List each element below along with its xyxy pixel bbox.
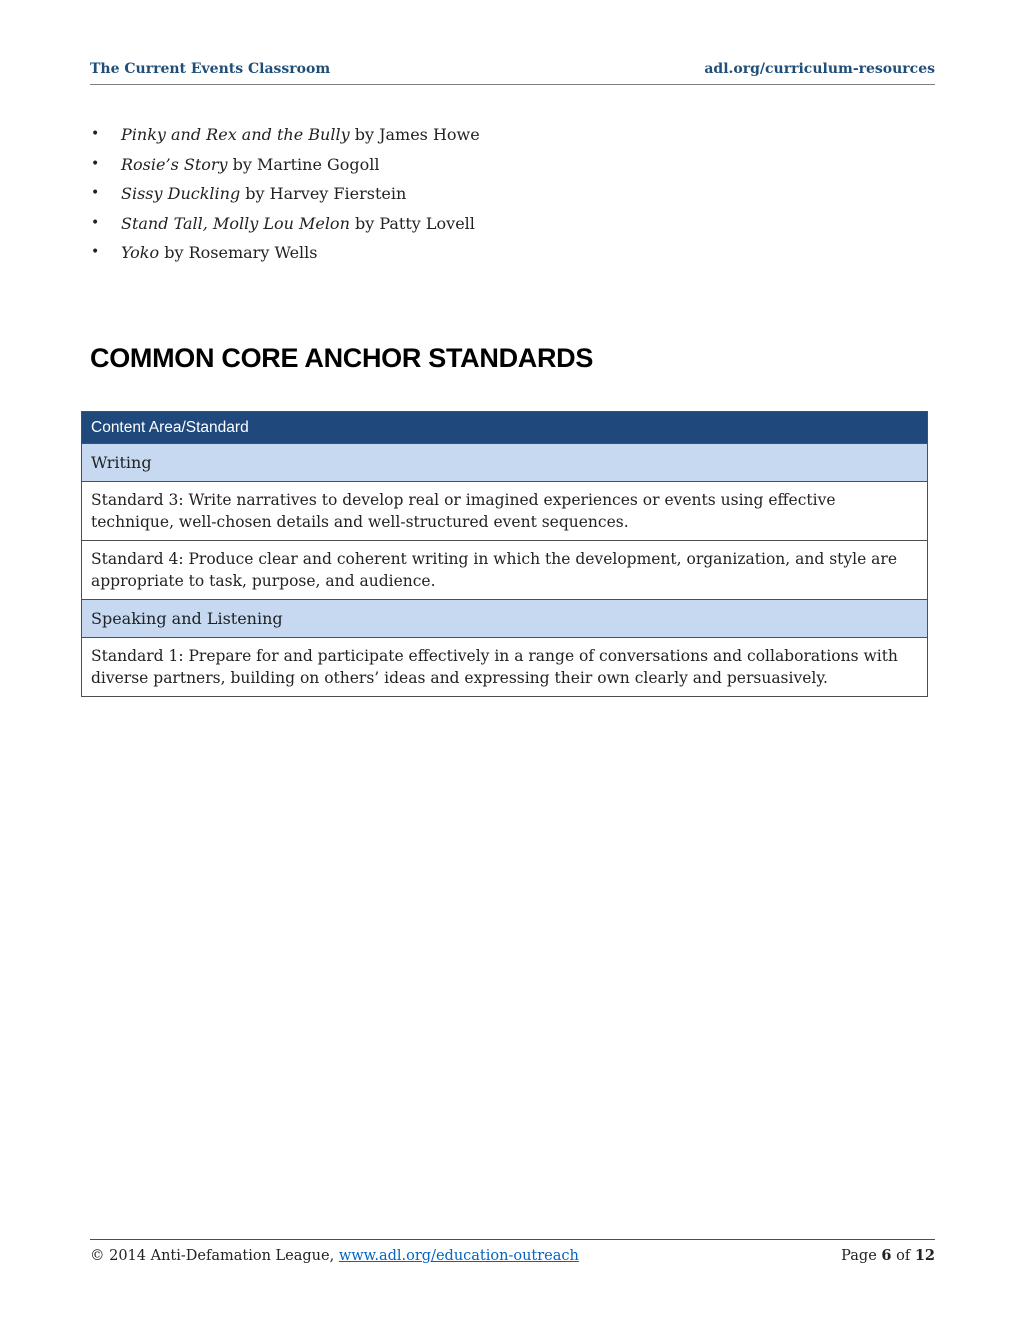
bullet-icon: • xyxy=(91,155,100,172)
list-item xyxy=(90,238,480,268)
bullet-icon: • xyxy=(91,214,100,231)
book-title: Stand Tall, Molly Lou Melon xyxy=(121,213,350,233)
footer-copyright xyxy=(90,1246,579,1266)
category-cell: Speaking and Listening xyxy=(82,600,928,638)
book-author: by Rosemary Wells xyxy=(159,243,318,262)
page-prefix: Page xyxy=(841,1248,882,1264)
bullet-icon: • xyxy=(91,244,100,260)
book-title: Yoko xyxy=(121,243,160,262)
category-row-writing xyxy=(82,444,928,482)
copyright-text: © 2014 Anti-Defamation League, xyxy=(90,1248,339,1264)
standard-cell: Standard 4: Produce clear and coherent writing in which the development, organization, and style are appropriate to task, purpose, and audience. xyxy=(82,541,928,600)
book-title: Rosie’s Story xyxy=(121,154,228,174)
book-author: by Patty Lovell xyxy=(349,213,475,233)
page-footer xyxy=(90,1239,935,1266)
header-title: The Current Events Classroom xyxy=(90,61,331,77)
category-row-speaking-listening xyxy=(82,600,928,638)
table-header-row xyxy=(82,412,928,444)
page-total: 12 xyxy=(914,1247,935,1264)
page-current: 6 xyxy=(881,1247,892,1264)
section-heading: COMMON CORE ANCHOR STANDARDS xyxy=(90,343,594,373)
book-author: by Martine Gogoll xyxy=(227,154,380,174)
header-url[interactable]: adl.org/curriculum-resources xyxy=(704,61,935,77)
list-item xyxy=(90,209,480,239)
list-item xyxy=(90,120,480,150)
standard-cell: Standard 1: Prepare for and participate effectively in a range of conversations and collaborations with diverse partners, building on others’ ideas and expressing their own clearly and persuasively. xyxy=(82,638,928,697)
footer-link[interactable]: www.adl.org/education-outreach xyxy=(338,1248,579,1264)
page-header xyxy=(90,60,935,85)
book-author: by James Howe xyxy=(349,125,480,144)
standards-table xyxy=(81,411,928,697)
book-list xyxy=(90,120,480,268)
book-author: by Harvey Fierstein xyxy=(240,184,407,203)
page-of: of xyxy=(891,1248,915,1264)
standard-cell: Standard 3: Write narratives to develop real or imagined experiences or events using effective technique, well-chosen details and well-structured event sequences. xyxy=(82,482,928,541)
table-row xyxy=(82,638,928,697)
table-row xyxy=(82,482,928,541)
list-item xyxy=(90,150,480,180)
bullet-icon: • xyxy=(91,185,100,201)
book-title: Pinky and Rex and the Bully xyxy=(121,125,350,144)
bullet-icon: • xyxy=(91,126,100,142)
book-title: Sissy Duckling xyxy=(121,184,241,203)
table-row xyxy=(82,541,928,600)
category-cell: Writing xyxy=(82,444,928,482)
table-header-cell: Content Area/Standard xyxy=(82,412,928,444)
page-number xyxy=(841,1246,935,1266)
list-item xyxy=(90,179,480,209)
